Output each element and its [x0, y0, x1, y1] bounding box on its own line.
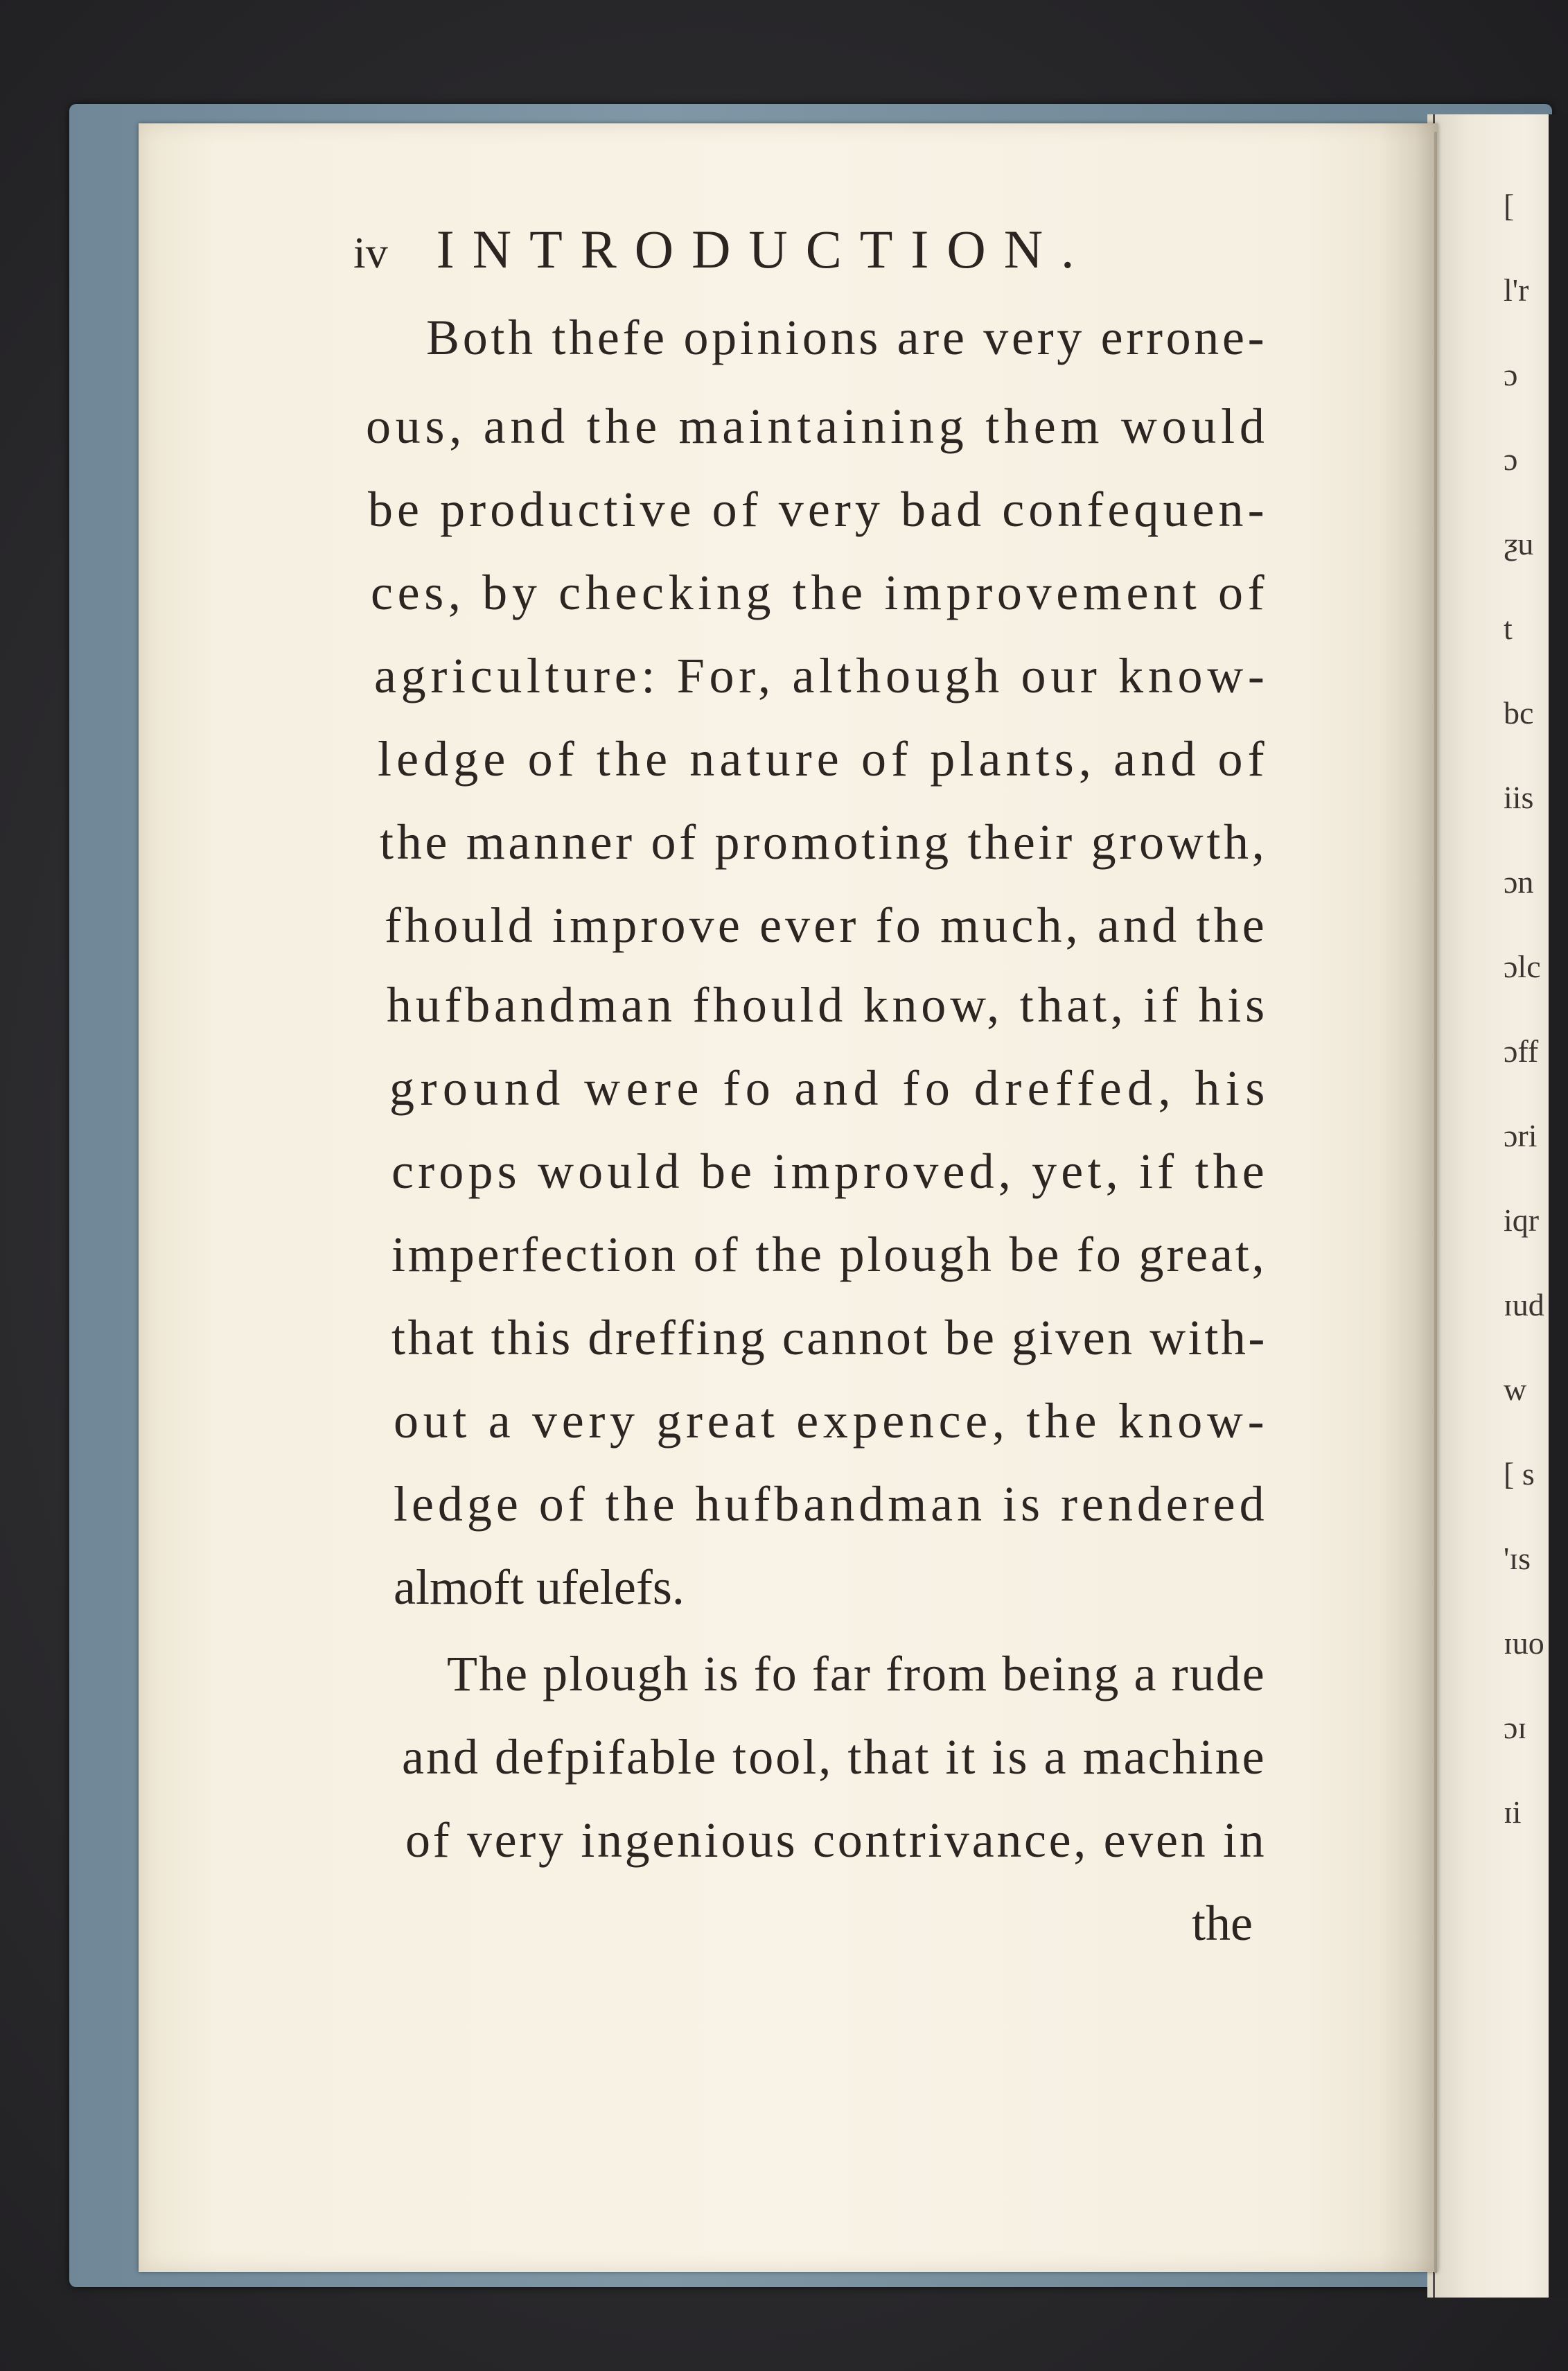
running-title: INTRODUCTION.	[436, 219, 1093, 279]
facing-page-fragment: ɔri	[1504, 1118, 1538, 1153]
facing-page-fragment: [ s	[1504, 1456, 1535, 1491]
text-line: The plough is fo far from being a rude	[447, 1646, 1266, 1701]
facing-page-edge	[1427, 114, 1568, 2298]
facing-page-fragment: ɔn	[1504, 864, 1534, 900]
facing-page-fragment: w	[1504, 1372, 1527, 1407]
facing-page-fragment: iqr	[1504, 1202, 1540, 1238]
catchword: the	[1192, 1896, 1253, 1951]
text-line: ous, and the maintaining them would	[366, 399, 1269, 454]
facing-page-fragment: ɔɪ	[1504, 1710, 1527, 1745]
text-line: the manner of promoting their growth,	[380, 814, 1268, 870]
text-line: ledge of the hufbandman is rendered	[394, 1476, 1269, 1532]
text-line: fhould improve ever fo much, and the	[385, 898, 1268, 953]
text-line: out a very great expence, the know-	[394, 1393, 1269, 1449]
facing-page-fragment: ɔff	[1504, 1033, 1539, 1069]
text-line: ces, by checking the improvement of	[371, 565, 1269, 620]
facing-page-fragment: ɪuo	[1504, 1625, 1544, 1661]
facing-page-fragment: l'r	[1504, 272, 1529, 308]
facing-page-fragment: bc	[1504, 695, 1534, 730]
text-line: agriculture: For, although our know-	[374, 648, 1269, 703]
dark-edge	[1549, 114, 1568, 2298]
text-line: be productive of very bad confequen-	[368, 482, 1269, 537]
facing-page-fragment: t	[1504, 611, 1513, 646]
text-line: that this dreffing cannot be given with-	[391, 1310, 1267, 1365]
text-line: of very ingenious contrivance, even in	[405, 1812, 1267, 1868]
spine-shadow	[1379, 123, 1438, 2272]
facing-page-fragment: 'ɪs	[1504, 1541, 1531, 1576]
text-line: ledge of the nature of plants, and of	[378, 731, 1269, 787]
text-line: Both thefe opinions are very errone-	[426, 310, 1268, 365]
text-line: imperfection of the plough be fo great,	[391, 1227, 1267, 1282]
facing-page-fragment: ƺu	[1504, 526, 1534, 561]
facing-page-fragment: iis	[1504, 780, 1534, 815]
text-line: almoft ufelefs.	[394, 1559, 685, 1615]
facing-page-fragment: ɔ	[1504, 441, 1518, 477]
page-edge-line	[1434, 132, 1437, 2273]
facing-page-fragment: ɔ	[1504, 357, 1518, 392]
facing-page-fragment: ɔlc	[1504, 949, 1541, 984]
text-line: and defpifable tool, that it is a machine	[402, 1729, 1267, 1785]
text-line: ground were fo and fo dreffed, his	[389, 1060, 1271, 1116]
text-line: crops would be improved, yet, if the	[391, 1144, 1269, 1199]
running-header	[353, 218, 1093, 288]
text-line: hufbandman fhould know, that, if his	[387, 977, 1269, 1033]
page-number: iv	[353, 228, 388, 277]
facing-page-fragment: ɪi	[1504, 1794, 1522, 1830]
facing-page-fragment: ɪud	[1504, 1287, 1544, 1322]
facing-page-fragment: [	[1504, 188, 1515, 223]
